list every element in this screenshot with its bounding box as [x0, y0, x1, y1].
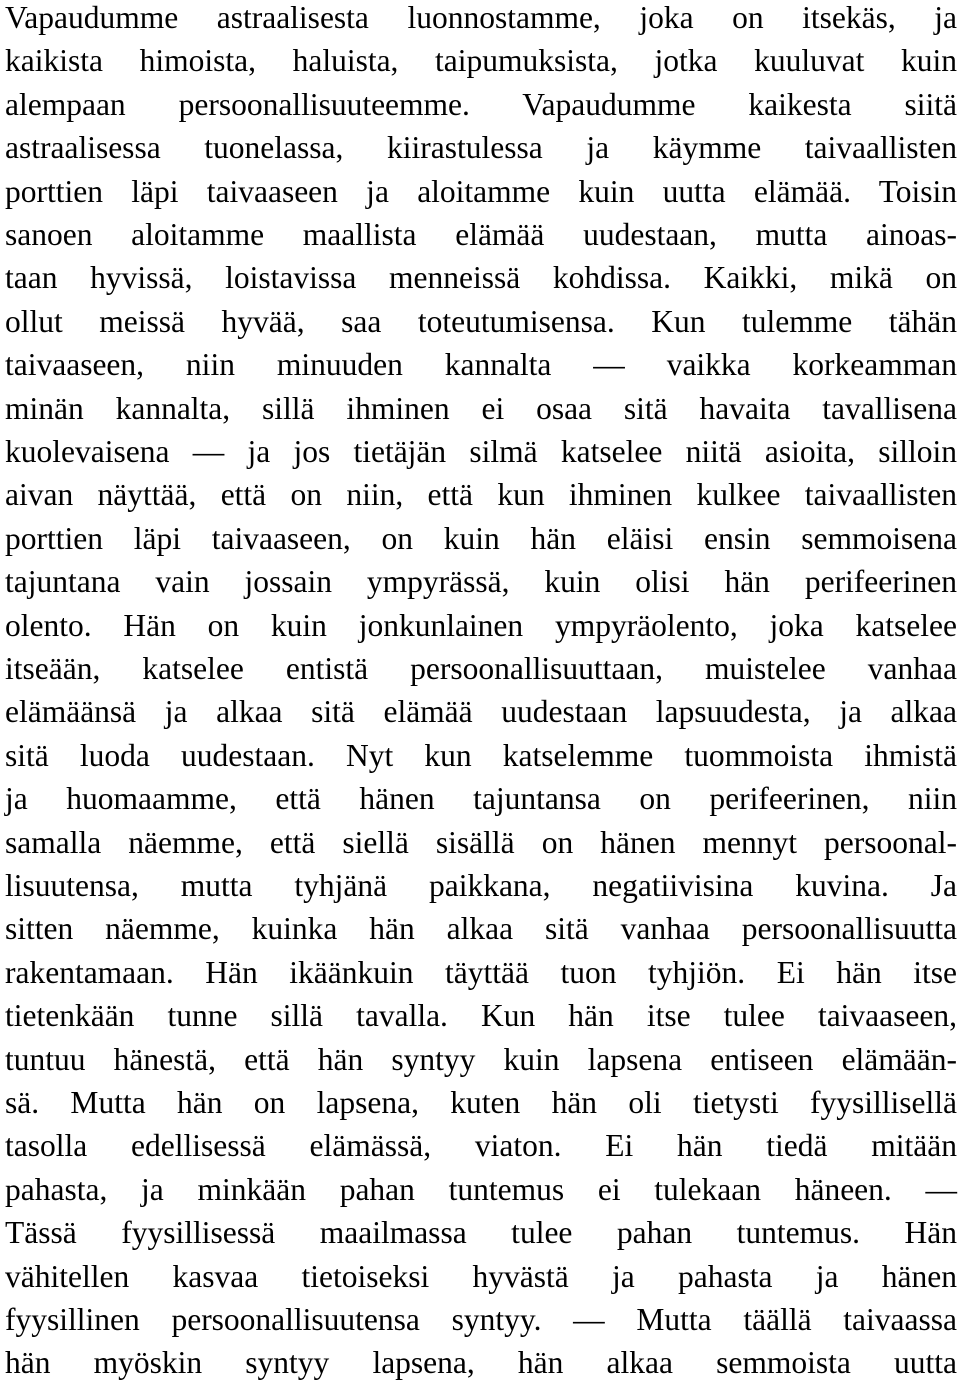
text-line-21: lisuutensa, mutta tyhjänä paikkana, negatiivisina kuvina. Ja [5, 868, 957, 903]
text-line-19: ja huomaamme, että hänen tajuntansa on perifeerinen, niin [5, 781, 957, 817]
text-line-13: porttien läpi taivaaseen, on kuin hän eläisi ensin semmoisena [5, 520, 957, 556]
text-line-3: alempaan persoonallisuuteemme. Vapaudumme kaikesta siitä [5, 86, 957, 122]
text-line-28: pahasta, ja minkään pahan tuntemus ei tulekaan häneen. — [5, 1171, 957, 1207]
text-line-1: Vapaudumme astraalisesta luonnostamme, joka on itsekäs, ja [5, 0, 957, 35]
text-line-24: tietenkään tunne sillä tavalla. Kun hän itse tulee taivaaseen, [5, 998, 957, 1034]
text-line-22: sitten näemme, kuinka hän alkaa sitä vanhaa persoonallisuutta [5, 911, 957, 947]
text-line-6: sanoen aloitamme maallista elämää uudestaan, mutta ainoas- [5, 217, 957, 252]
text-line-25: tuntuu hänestä, että hän syntyy kuin lapsena entiseen elämään- [5, 1041, 957, 1077]
text-line-32: hän myöskin syntyy lapsena, hän alkaa semmoista uutta [5, 1345, 957, 1381]
text-line-8: ollut meissä hyvää, saa toteutumisensa. Kun tulemme tähän [5, 303, 957, 339]
text-line-30: vähitellen kasvaa tietoiseksi hyvästä ja pahasta ja hänen [5, 1258, 957, 1294]
text-line-17: elämäänsä ja alkaa sitä elämää uudestaan lapsuudesta, ja alkaa [5, 694, 957, 730]
text-line-7: taan hyvissä, loistavissa menneissä kohdissa. Kaikki, mikä on [5, 260, 957, 296]
text-line-20: samalla näemme, että siellä sisällä on hänen mennyt persoonal- [5, 824, 957, 860]
text-line-23: rakentamaan. Hän ikäänkuin täyttää tuon tyhjiön. Ei hän itse [5, 954, 957, 990]
text-line-26: sä. Mutta hän on lapsena, kuten hän oli tietysti fyysillisellä [5, 1085, 957, 1120]
text-line-2: kaikista himoista, haluista, taipumuksista, jotka kuuluvat kuin [5, 43, 957, 79]
text-line-14: tajuntana vain jossain ympyrässä, kuin olisi hän perifeerinen [5, 564, 957, 600]
text-line-29: Tässä fyysillisessä maailmassa tulee pahan tuntemus. Hän [5, 1215, 957, 1251]
text-line-27: tasolla edellisessä elämässä, viaton. Ei hän tiedä mitään [5, 1128, 957, 1164]
text-line-10: minän kannalta, sillä ihminen ei osaa sitä havaita tavallisena [5, 390, 957, 426]
text-line-11: kuolevaisena — ja jos tietäjän silmä katselee niitä asioita, silloin [5, 434, 957, 469]
text-line-31: fyysillinen persoonallisuutensa syntyy. — Mutta täällä taivaassa [5, 1302, 957, 1337]
text-line-9: taivaaseen, niin minuuden kannalta — vaikka korkeamman [5, 347, 957, 383]
text-line-18: sitä luoda uudestaan. Nyt kun katselemme tuommoista ihmistä [5, 737, 957, 773]
text-line-16: itseään, katselee entistä persoonallisuuttaan, muistelee vanhaa [5, 651, 957, 686]
text-line-12: aivan näyttää, että on niin, että kun ihminen kulkee taivaallisten [5, 477, 957, 513]
text-line-5: porttien läpi taivaaseen ja aloitamme kuin uutta elämää. Toisin [5, 173, 957, 209]
text-line-15: olento. Hän on kuin jonkunlainen ympyräolento, joka katselee [5, 607, 957, 643]
text-line-4: astraalisessa tuonelassa, kiirastulessa ja käymme taivaallisten [5, 130, 957, 166]
